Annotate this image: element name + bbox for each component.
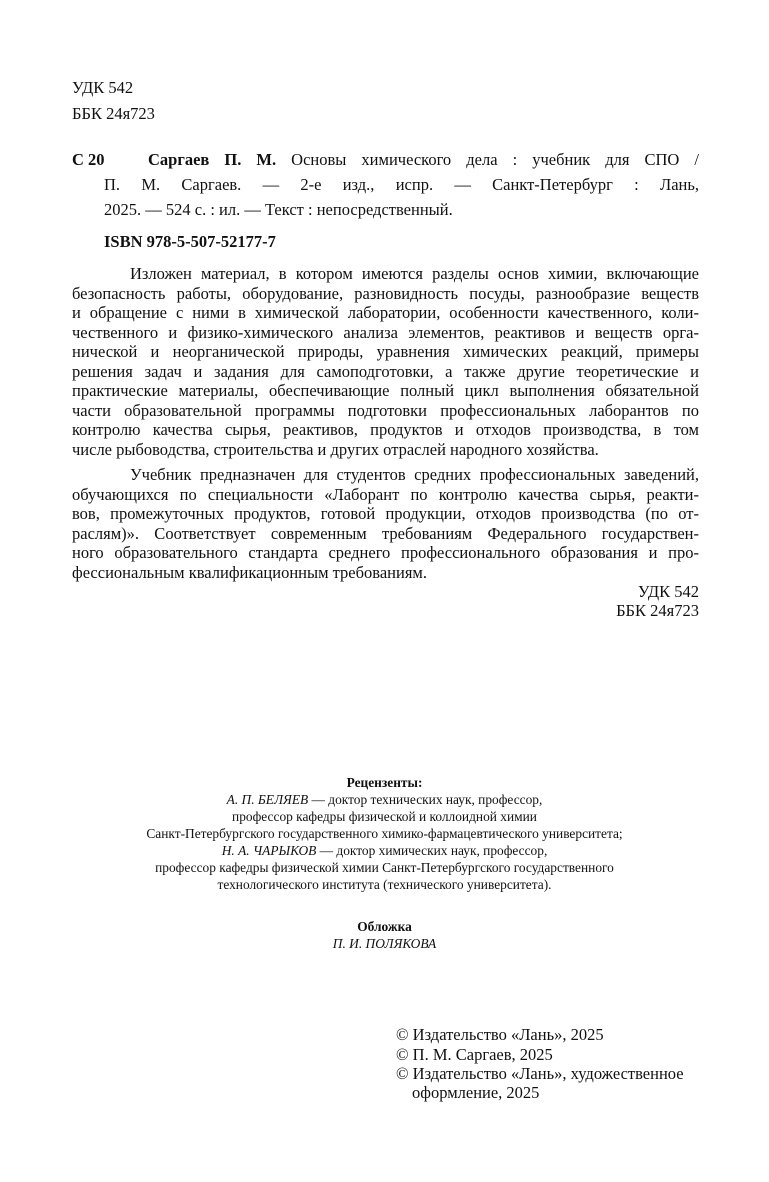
abstract-line: числе рыбоводства, строительства и других отраслей народного хозяйства.: [72, 439, 599, 459]
abstract-line: Изложен материал, в котором имеются разделы основ химии, включающие: [130, 264, 699, 283]
isbn: ISBN 978-5-507-52177-7: [104, 232, 276, 251]
reviewer-1-org: Санкт-Петербургского государственного химико-фармацевтического университета;: [146, 826, 623, 841]
abstract-line: решения задач и задания для самоподготовки, а также другие теоретические и: [72, 361, 699, 381]
abstract-line: и обращение с ними в химической лаборатории, особенности качественного, коли-: [72, 303, 699, 322]
abstract-line: фессиональным квалификационным требованиям.: [72, 562, 427, 582]
bbk-code: ББК 24я723: [72, 104, 155, 123]
abstract-line: чественного и физико-химического анализа элементов, реактивов и веществ орга-: [72, 322, 699, 342]
footer-bbk: ББК 24я723: [616, 601, 699, 620]
citation-line-2: П. М. Саргаев. — 2-е изд., испр. — Санкт-Петербург : Лань,: [104, 175, 699, 194]
reviewer-1: [0, 791, 769, 808]
citation-author: Саргаев П. М.: [148, 150, 277, 169]
reviewer-2-dept: профессор кафедры физической химии Санкт-Петербургского государственного: [155, 860, 614, 875]
abstract-line: Учебник предназначен для студентов средних профессиональных заведений,: [130, 465, 699, 484]
reviewer-1-name: А. П. БЕЛЯЕВ: [226, 792, 309, 807]
abstract-line: вов, промежуточных продуктов, готовой продукции, отходов производства (по от-: [72, 504, 699, 523]
reviewer-2-name: Н. А. ЧАРЫКОВ: [221, 843, 317, 858]
cover-designer: П. И. ПОЛЯКОВА: [332, 936, 437, 951]
footer-udk: УДК 542: [637, 582, 699, 601]
abstract-line: части образовательной программы подготовки профессиональных лаборантов по: [72, 400, 699, 420]
abstract-line: безопасность работы, оборудование, разновидность посуды, разнообразие веществ: [72, 283, 699, 303]
copyright-4: оформление, 2025: [412, 1083, 540, 1102]
reviewer-2: [0, 842, 769, 859]
copyright-1: © Издательство «Лань», 2025: [396, 1025, 604, 1044]
copyright-2: © П. М. Саргаев, 2025: [396, 1045, 553, 1064]
abstract-line: обучающихся по специальности «Лаборант по контролю качества сырья, реакти-: [72, 484, 699, 504]
abstract-line: ного образовательного стандарта среднего профессионального образования и про-: [72, 543, 699, 562]
citation-line-1: [148, 150, 699, 170]
abstract-line: контролю качества сырья, реактивов, продуктов и отходов производства, в том: [72, 420, 699, 439]
reviewer-2-org: технологического института (технического университета).: [217, 877, 552, 892]
copyright-3: © Издательство «Лань», художественное: [396, 1064, 684, 1083]
author-sign: С 20: [72, 150, 105, 169]
reviewers-title: Рецензенты:: [346, 775, 423, 790]
abstract-line: раслям)». Соответствует современным требованиям Федерального государствен-: [72, 523, 699, 543]
abstract-line: практические материалы, обеспечивающие полный цикл выполнения обязательной: [72, 381, 699, 400]
cover-title: Обложка: [357, 919, 412, 934]
reviewer-1-title: — доктор технических наук, профессор,: [308, 792, 543, 807]
abstract-line: нической и неорганической природы, уравнения химических реакций, примеры: [72, 342, 699, 361]
reviewer-1-dept: профессор кафедры физической и коллоидной химии: [232, 809, 537, 824]
citation-line-3: 2025. — 524 с. : ил. — Текст : непосредственный.: [104, 200, 453, 219]
udk-code: УДК 542: [72, 78, 134, 97]
reviewer-2-title: — доктор химических наук, профессор,: [316, 843, 548, 858]
citation-title: Основы химического дела : учебник для СПО /: [291, 150, 699, 169]
